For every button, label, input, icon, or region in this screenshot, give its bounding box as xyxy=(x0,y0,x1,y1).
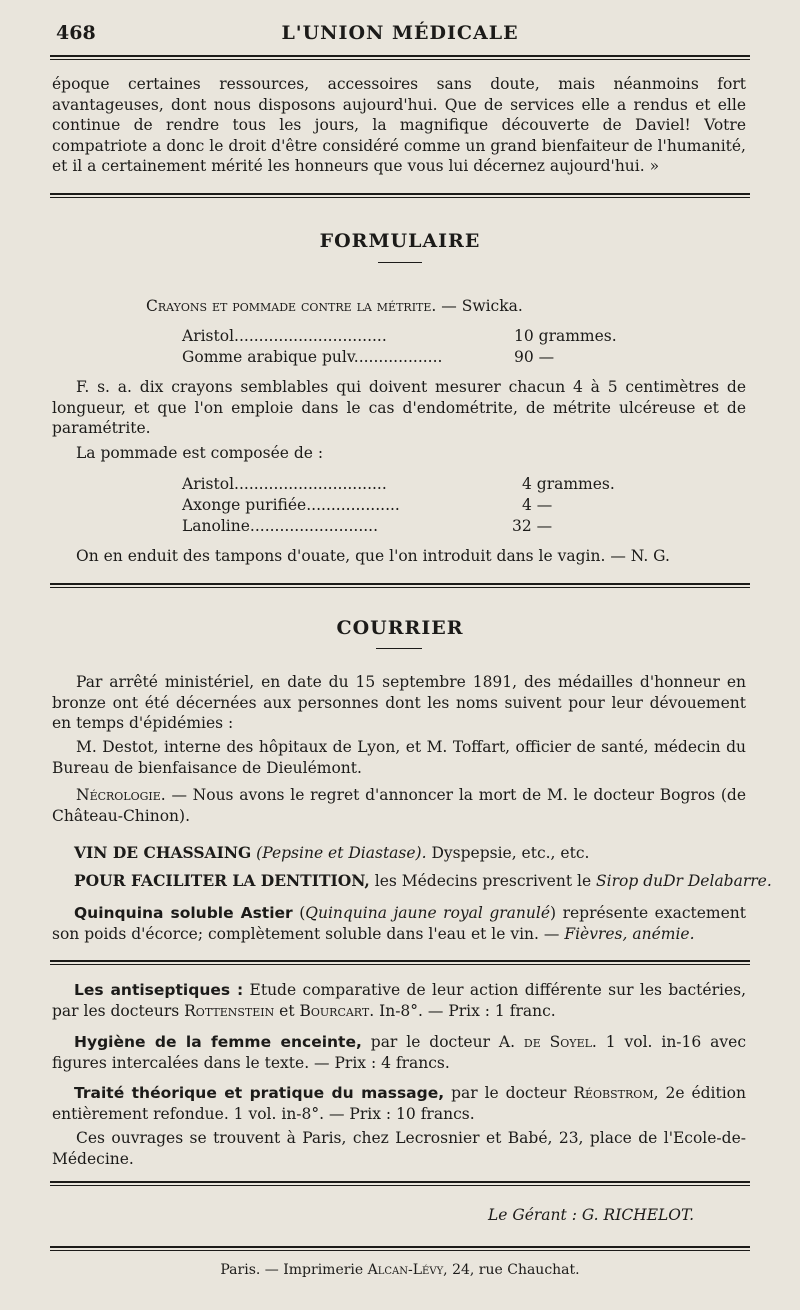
gerant-signature: Le Gérant : G. RICHELOT. xyxy=(487,1206,694,1224)
ingredient-name: Aristol xyxy=(182,475,235,493)
book-title: Traité théorique et pratique du massage, xyxy=(74,1084,445,1102)
ingredient-row: Lanoline.......................... 32 — xyxy=(182,517,553,535)
recipe-title xyxy=(146,297,666,315)
section-divider-2b xyxy=(50,587,750,588)
book-massage xyxy=(52,1083,746,1124)
book-title: Hygiène de la femme enceinte, xyxy=(74,1033,362,1051)
header-rule-thin xyxy=(50,59,750,60)
courrier-paragraph-1: Par arrêté ministériel, en date du 15 septembre 1891, des médailles d'honneur en bronze ont été décernées aux personnes dont les noms suivent pour leur dévouement en temps d'épidémies : xyxy=(52,673,746,732)
footer-rule xyxy=(50,1246,750,1248)
ingredient-row: Aristol............................... 4 grammes. xyxy=(182,475,615,493)
ad-text: Dyspepsie, etc., etc. xyxy=(426,844,590,862)
necrology-label: Nécrologie. xyxy=(76,786,166,804)
ad-brand: VIN DE CHASSAING xyxy=(74,843,252,862)
book-text: Etude comparative de leur action différente sur les bactéries, par les docteurs xyxy=(52,981,746,1020)
pommade-intro: La pommade est composée de : xyxy=(76,444,324,462)
book-antiseptiques xyxy=(52,980,746,1021)
ingredient-row: Gomme arabique pulv.................. 90 — xyxy=(182,348,555,366)
ingredient-qty: 4 grammes. xyxy=(522,475,615,493)
book-author: Bourcart xyxy=(299,1001,370,1020)
ad-vin-chassaing xyxy=(74,843,746,864)
ingredient-name: Lanoline xyxy=(182,517,250,535)
book-hygiene xyxy=(52,1032,746,1073)
book-title: Les antiseptiques : xyxy=(74,981,244,999)
ad-detail: Quinquina jaune royal granulé xyxy=(305,904,551,922)
ad-text: les Médecins prescrivent le xyxy=(369,872,597,890)
crayons-ingredients xyxy=(182,326,642,368)
intro-paragraph: époque certaines ressources, accessoires sans doute, mais néanmoins fort avantageuses, dont nous disposons aujourd'hui. Que de services elle a rendus et elle continue de rendre tous les jours, la magnifique découverte de Daviel! Votre compatriote a donc le droit d'être considéré comme un grand bienfaiteur de l'humanité, et il a certainement mérité les honneurs que vous lui décernez aujourd'hui. » xyxy=(52,75,746,175)
ad-detail: Fièvres, anémie. xyxy=(564,924,695,943)
section-divider-2 xyxy=(50,583,750,585)
section-divider-4 xyxy=(50,1181,750,1183)
ingredient-row: Aristol............................... 10 grammes. xyxy=(182,327,617,345)
ad-dentition xyxy=(74,871,772,892)
book-text: par le docteur xyxy=(444,1084,574,1102)
book-text: et xyxy=(274,1001,300,1020)
book-text: . In-8°. — Prix : 1 franc. xyxy=(369,1001,556,1020)
book-author: Rottenstein xyxy=(184,1001,275,1020)
book-author: Réobstrom xyxy=(573,1084,654,1102)
ad-detail: (Pepsine et Diastase). xyxy=(256,844,427,862)
pommade-ingredients xyxy=(182,474,642,538)
section-divider-3b xyxy=(50,964,750,965)
ingredient-row: Axonge purifiée................... 4 — xyxy=(182,496,553,514)
footer-rule-thin xyxy=(50,1250,750,1251)
ad-brand: POUR FACILITER LA DENTITION, xyxy=(74,871,370,890)
section-divider-3 xyxy=(50,960,750,962)
ingredient-name: Axonge purifiée xyxy=(182,496,307,514)
courrier-paragraph-2: M. Destot, interne des hôpitaux de Lyon, et M. Toffart, officier de santé, médecin du Bureau de bienfaisance de Dieulémont. xyxy=(52,738,746,777)
courrier-title: COURRIER xyxy=(336,617,464,639)
section-divider-4b xyxy=(50,1185,750,1186)
section-divider-1 xyxy=(50,193,750,195)
book-text: , 2e édition entièrement refondue. 1 vol. in-8°. — Prix : 10 francs. xyxy=(52,1084,746,1123)
ad-quinquina xyxy=(52,903,746,944)
imprint-prefix: Paris. — Imprimerie xyxy=(220,1262,368,1278)
book-text: . 1 vol. in-16 avec figures intercalées dans le texte. — Prix : 4 francs. xyxy=(52,1033,747,1072)
book-text: par le docteur A. xyxy=(361,1033,524,1051)
title-underline xyxy=(376,648,422,649)
ingredient-qty: 4 — xyxy=(522,496,553,514)
books-availability: Ces ouvrages se trouvent à Paris, chez Lecrosnier et Babé, 23, place de l'Ecole-de-Médecine. xyxy=(52,1129,746,1168)
ad-detail: Sirop duDr Delabarre. xyxy=(596,872,772,890)
title-underline xyxy=(378,262,422,263)
book-author: de Soyel xyxy=(523,1033,592,1051)
journal-title: L'UNION MÉDICALE xyxy=(281,22,519,44)
ingredient-qty: 10 grammes. xyxy=(514,327,617,345)
necrology-paragraph xyxy=(52,785,746,826)
recipe-name: Crayons et pommade contre la métrite. xyxy=(146,297,437,315)
imprint-suffix: , 24, rue Chauchat. xyxy=(443,1262,580,1278)
ad-text: ( xyxy=(292,904,306,922)
necrology-text: — Nous avons le regret d'annoncer la mort de M. le docteur Bogros (de Château-Chinon). xyxy=(52,786,746,825)
formulaire-title: FORMULAIRE xyxy=(319,230,481,252)
ingredient-qty: 32 — xyxy=(512,517,553,535)
imprint-printer: Alcan-Lévy xyxy=(367,1262,444,1278)
ingredient-name: Gomme arabique pulv xyxy=(182,348,354,366)
section-divider-1b xyxy=(50,197,750,198)
page-number: 468 xyxy=(56,22,96,44)
ingredient-name: Aristol xyxy=(182,327,235,345)
running-header xyxy=(50,22,750,50)
ad-brand: Quinquina soluble Astier xyxy=(74,904,293,922)
pommade-instructions: On en enduit des tampons d'ouate, que l'on introduit dans le vagin. — N. G. xyxy=(76,547,670,565)
printer-imprint xyxy=(50,1262,750,1278)
ad-text: ) représente exactement son poids d'écorce; complètement soluble dans l'eau et le vin. — xyxy=(52,904,746,943)
header-rule xyxy=(50,55,750,57)
recipe-author: — Swicka. xyxy=(441,297,523,315)
crayons-instructions: F. s. a. dix crayons semblables qui doivent mesurer chacun 4 à 5 centimètres de longueur, et que l'on emploie dans le cas d'endométrite, de métrite ulcéreuse et de paramétrite. xyxy=(52,378,746,437)
ingredient-qty: 90 — xyxy=(514,348,555,366)
